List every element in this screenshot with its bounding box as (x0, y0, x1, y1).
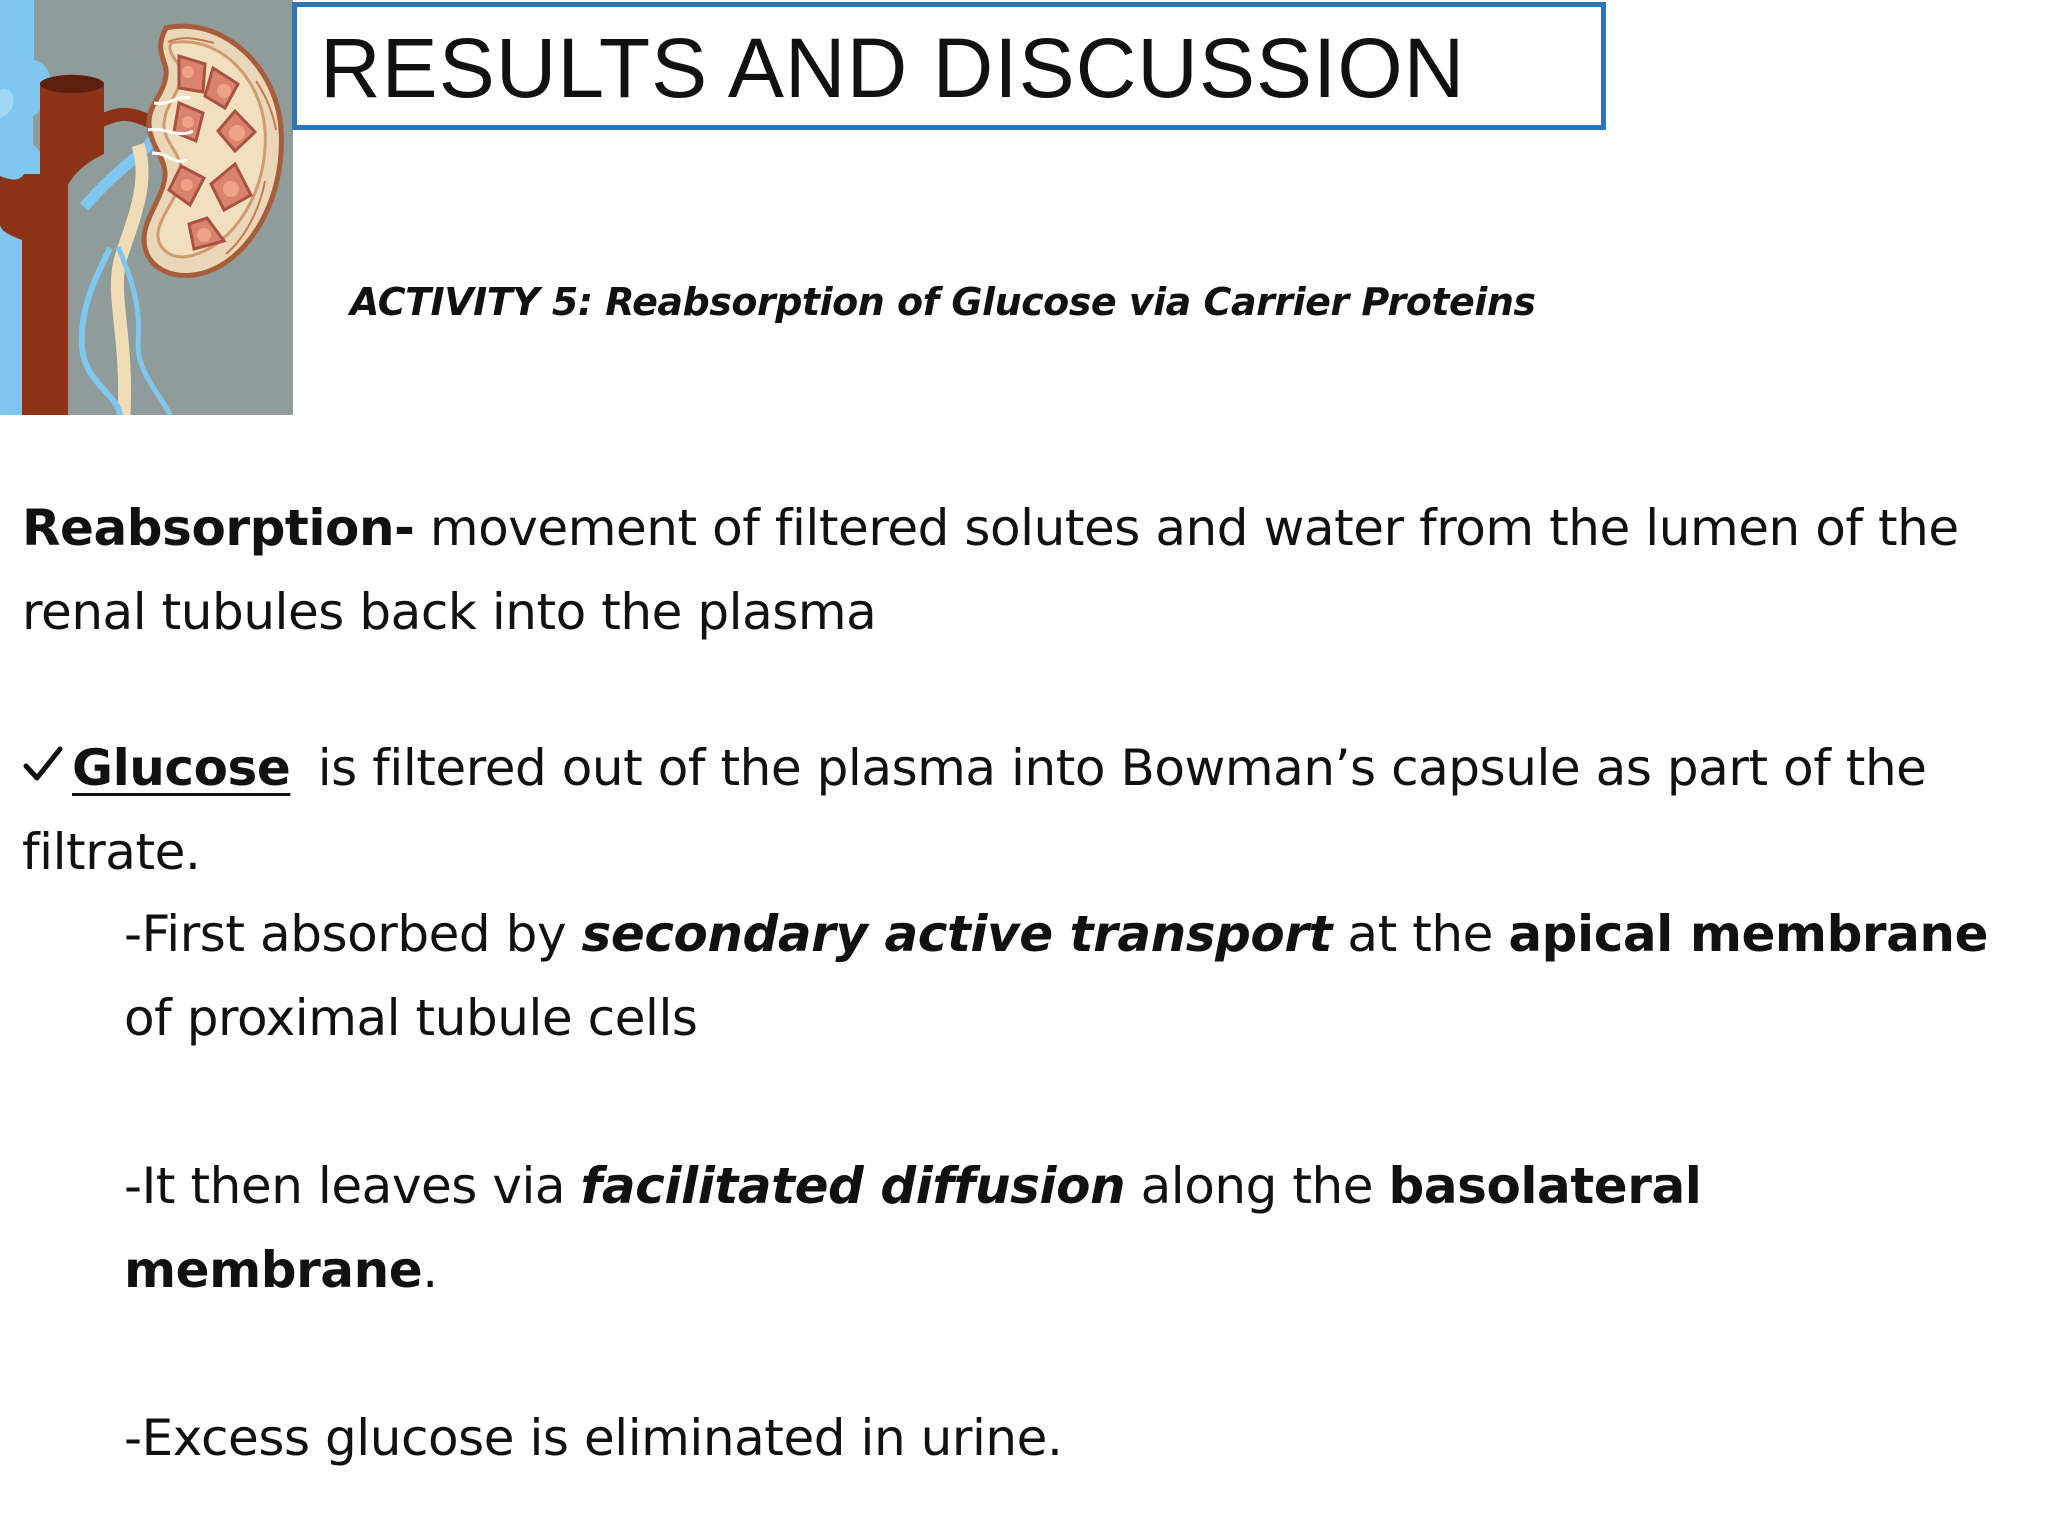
glucose-term: Glucose (72, 739, 291, 797)
transport-note-excess (124, 1396, 2004, 1480)
note-text: along the (1125, 1157, 1389, 1215)
note-emphasis: facilitated diffusion (580, 1157, 1126, 1215)
glucose-statement (22, 726, 2012, 894)
note-text: -It then leaves via (124, 1157, 581, 1215)
note-strong: basolateral membrane (124, 1157, 1702, 1299)
title-box (292, 2, 1606, 130)
note-text: -Excess glucose is eliminated in urine. (124, 1409, 1063, 1467)
note-text: . (422, 1241, 438, 1299)
transport-note-facilitated (124, 1144, 2004, 1312)
reabsorption-definition (22, 486, 2012, 654)
note-strong: apical membrane (1508, 905, 1989, 963)
note-text: -First absorbed by (124, 905, 582, 963)
checkmark-icon (22, 743, 64, 787)
glucose-text: is filtered out of the plasma into Bowman’s capsule as part of the filtrate. (22, 739, 1927, 881)
activity-title: ACTIVITY 5: Reabsorption of Glucose via Carrier Proteins (350, 280, 1536, 324)
glucose-transport-notes (124, 892, 2004, 1480)
definition-text: movement of filtered solutes and water from the lumen of the renal tubules back into the plasma (22, 499, 1959, 641)
note-emphasis: secondary active transport (581, 905, 1332, 963)
transport-note-secondary (124, 892, 2004, 1060)
page-title: RESULTS AND DISCUSSION (320, 21, 1466, 115)
note-text: at the (1331, 905, 1509, 963)
kidney-icon (0, 0, 293, 415)
definition-term: Reabsorption- (22, 499, 415, 557)
kidney-illustration (0, 0, 293, 415)
note-text: of proximal tubule cells (124, 989, 698, 1047)
